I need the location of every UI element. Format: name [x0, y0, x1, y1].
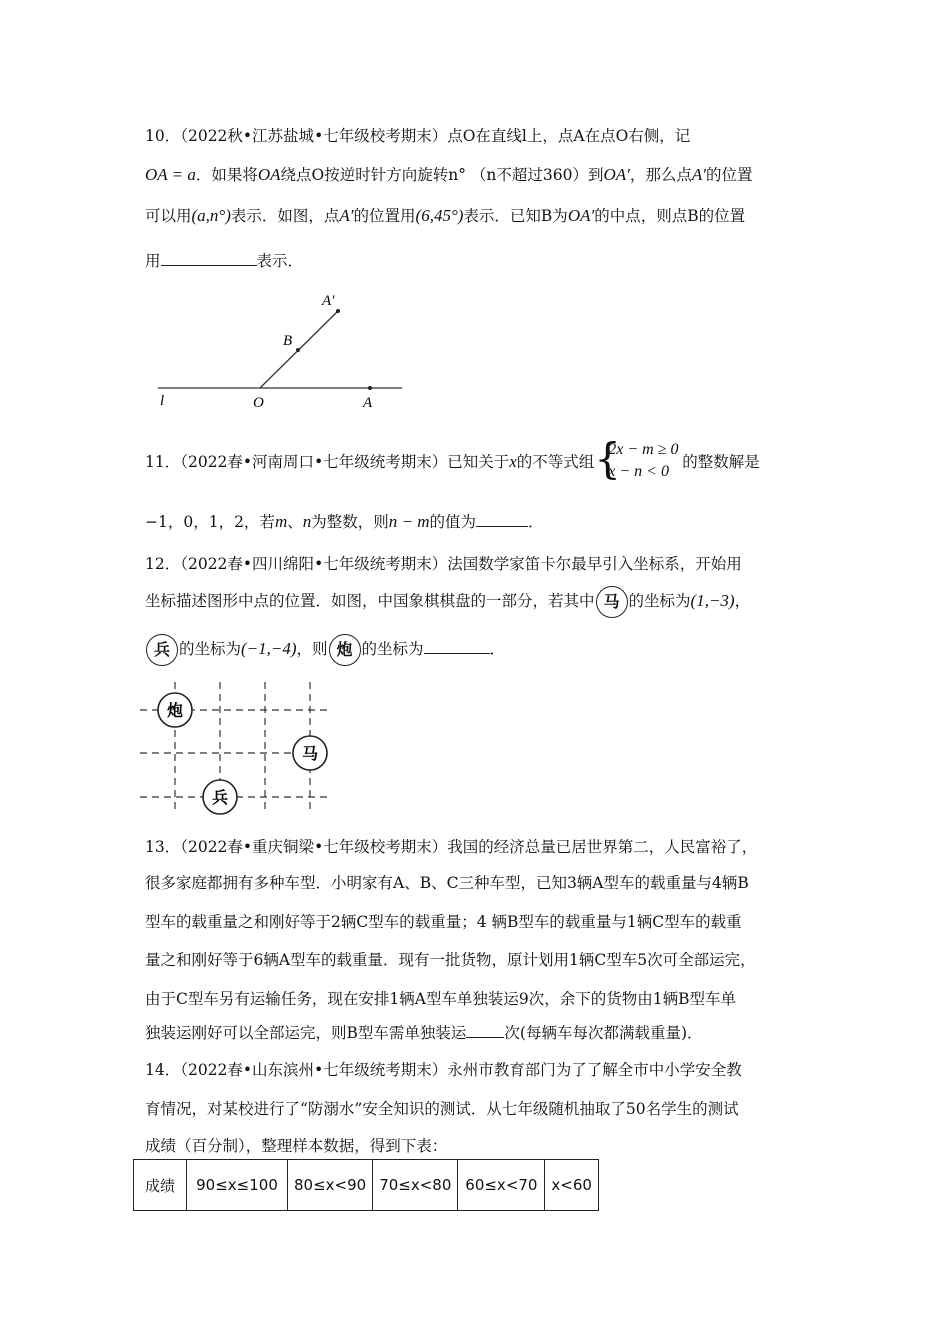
text: ． — [528, 513, 544, 531]
text: −1，0，1，2，若 — [145, 513, 275, 531]
text: 次(每辆车每次都满载重量)． — [504, 1024, 703, 1042]
text: ， — [734, 592, 751, 610]
ma-label: 马 — [301, 744, 319, 763]
label-l: l — [160, 393, 165, 409]
text: 表示． — [256, 252, 304, 270]
table-row — [134, 1160, 599, 1211]
point-a — [368, 386, 372, 390]
text: 的位置 — [705, 166, 753, 184]
math-a-n: (a,n°) — [191, 206, 231, 225]
table-cell: 80≤x<90 — [288, 1160, 373, 1211]
math-x: x — [509, 452, 517, 471]
text: 绕点O按逆时针方向旋转n° （n不超过360）到 — [280, 166, 604, 184]
text: 型车的载重量之和刚好等于2辆C型车的载重量；4 辆B型车的载重量与1辆C型车的载重 — [145, 913, 742, 931]
score-table — [133, 1159, 599, 1211]
text: ，则 — [296, 640, 328, 658]
text: 的坐标为 — [361, 640, 424, 658]
text: 由于C型车另有运输任务，现在安排1辆A型车单独装运9次，余下的货物由1辆B型车单 — [145, 990, 737, 1008]
table-cell: 60≤x<70 — [458, 1160, 545, 1211]
pao-piece-icon — [158, 693, 192, 727]
q13-line-6 — [145, 1021, 703, 1043]
text: 的坐标为 — [179, 640, 242, 658]
inequality-1: 2x − m ≥ 0 — [608, 441, 679, 458]
q10-figure — [150, 290, 410, 415]
q10-line-4 — [145, 249, 303, 271]
bing-piece-icon — [203, 780, 237, 814]
q13-line-5 — [145, 987, 736, 1009]
pao-label: 炮 — [166, 701, 184, 720]
answer-blank[interactable] — [424, 639, 490, 654]
q13-line-3 — [145, 910, 742, 932]
text: 的坐标为 — [628, 592, 691, 610]
text: 的值为 — [429, 513, 477, 531]
text: 13．（2022春•重庆铜梁•七年级校考期末）我国的经济总量已居世界第二，人民富裕了， — [145, 838, 758, 856]
text: ，那么点 — [629, 166, 692, 184]
math-oa: OA — [257, 165, 281, 184]
text: 独装运刚好可以全部运完，则B型车需单独装运 — [145, 1024, 467, 1042]
q12-line-3 — [145, 634, 505, 666]
q12-chessboard-figure — [140, 680, 340, 815]
text: 为整数，则 — [311, 513, 389, 531]
math-6-45: (6,45°) — [415, 206, 464, 225]
math-m: m — [274, 512, 288, 531]
text: 表示．已知B为 — [463, 207, 568, 225]
text: 坐标描述图形中点的位置．如图，中国象棋棋盘的一部分，若其中 — [145, 592, 595, 610]
label-a: A — [363, 395, 373, 411]
q11-line-1 — [145, 434, 760, 485]
q14-line-2 — [145, 1097, 739, 1119]
q14-line-3 — [145, 1134, 447, 1156]
text: 14．（2022春•山东滨州•七年级统考期末）永州市教育部门为了了解全市中小学安全教 — [145, 1061, 742, 1079]
text: 的不等式组 — [516, 453, 595, 471]
ma-piece-icon — [293, 736, 327, 770]
text: 很多家庭都拥有多种车型．小明家有A、B、C三种车型，已知3辆A型车的载重量与4辆B — [145, 874, 749, 892]
brace: { — [594, 434, 622, 483]
q10-text: 10．（2022秋•江苏盐城•七年级校考期末）点O在直线l上，点A在点O右侧，记 — [145, 127, 691, 145]
label-a-prime: A′ — [322, 293, 335, 309]
inequality-2: x − n < 0 — [608, 463, 669, 480]
q10-line-2 — [145, 163, 752, 185]
answer-blank[interactable] — [161, 251, 257, 266]
q10-line-1 — [145, 124, 690, 146]
label-b: B — [283, 333, 293, 349]
q13-line-4 — [145, 948, 756, 970]
answer-blank[interactable] — [466, 1023, 504, 1038]
text: 用 — [145, 252, 161, 270]
label-o: O — [253, 395, 264, 411]
q12-text: 12．（2022春•四川绵阳•七年级统考期末）法国数学家笛卡尔最早引入坐标系，开始用 — [145, 555, 742, 573]
text: 量之和刚好等于6辆A型车的载重量．现有一批货物，原计划用1辆C型车5次可全部运完， — [145, 951, 756, 969]
answer-blank[interactable] — [476, 512, 528, 527]
text: 、 — [287, 513, 303, 531]
math-n: n — [302, 512, 312, 531]
text: 11．（2022春•河南周口•七年级统考期末）已知关于 — [145, 453, 510, 471]
bing-piece-icon: 兵 — [146, 634, 178, 666]
q12-line-2 — [145, 586, 750, 618]
q11-line-2 — [145, 510, 544, 532]
q13-line-2 — [145, 871, 749, 893]
text: 成绩（百分制），整理样本数据，得到下表： — [145, 1137, 448, 1155]
point-a-prime — [336, 309, 340, 313]
q14-line-1 — [145, 1058, 742, 1080]
math-oa-prime: OA′ — [567, 206, 595, 225]
math-a-prime: A′ — [691, 165, 706, 184]
text: 育情况，对某校进行了“防溺水”安全知识的测试．从七年级随机抽取了50名学生的测试 — [145, 1100, 739, 1118]
bing-label: 兵 — [211, 788, 229, 807]
text: ．如果将 — [195, 166, 258, 184]
q10-line-3 — [145, 204, 745, 226]
math-n-minus-m: n − m — [388, 512, 430, 531]
table-cell: 成绩 — [134, 1160, 187, 1211]
math-oa-eq-a: OA = a — [145, 165, 196, 184]
inequality-system — [594, 434, 682, 485]
text: 的中点，则点B的位置 — [594, 207, 746, 225]
text: 的整数解是 — [682, 453, 760, 471]
text: 表示．如图，点 — [230, 207, 340, 225]
q13-line-1 — [145, 835, 757, 857]
math-a-prime: A′ — [339, 206, 354, 225]
pao-piece-icon: 炮 — [329, 634, 361, 666]
q12-line-1 — [145, 552, 742, 574]
ma-piece-icon: 马 — [596, 586, 628, 618]
text: 的位置用 — [353, 207, 416, 225]
math-coord-bing: (−1,−4) — [241, 639, 297, 658]
table-cell: 70≤x<80 — [373, 1160, 458, 1211]
table-cell: 90≤x≤100 — [187, 1160, 288, 1211]
text: 可以用 — [145, 207, 192, 225]
point-b — [296, 348, 300, 352]
math-oa-prime: OA′ — [603, 165, 630, 184]
text: ． — [489, 640, 506, 658]
table-cell: x<60 — [545, 1160, 599, 1211]
math-coord-ma: (1,−3) — [690, 591, 735, 610]
